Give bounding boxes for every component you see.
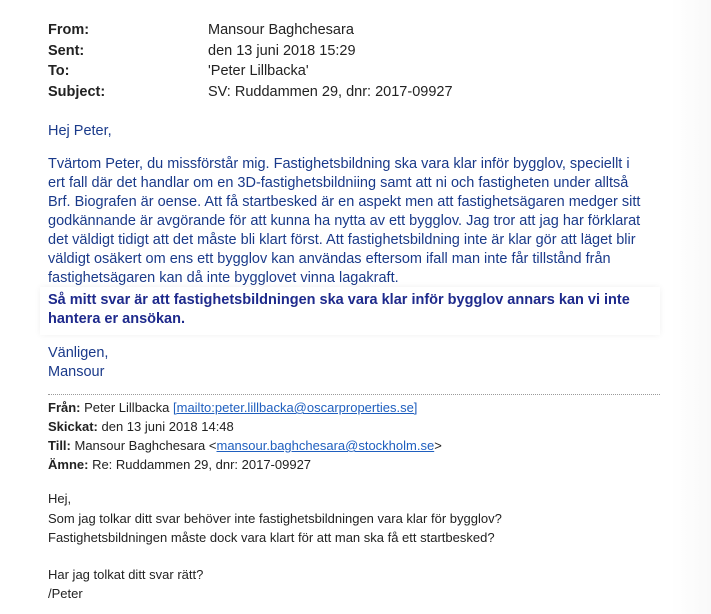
fwd-subject-value: Re: Ruddammen 29, dnr: 2017-09927: [88, 457, 312, 472]
reply-gap: [48, 550, 502, 567]
to-value: 'Peter Lillbacka': [208, 63, 309, 79]
reply-line: Som jag tolkar ditt svar behöver inte fastighetsbildningen vara klar för bygglov?: [48, 510, 502, 526]
fwd-to-row: [48, 438, 442, 457]
separator: [48, 394, 660, 395]
subject-label: Subject:: [48, 83, 106, 100]
fwd-to-close: >: [434, 438, 442, 453]
greeting: Hej Peter,: [48, 123, 112, 139]
from-label: From:: [48, 22, 90, 38]
fwd-subject-row: [48, 457, 442, 476]
fwd-from-row: [48, 400, 442, 419]
body-line: väldigt osäkert om ens ett bygglov kan användas eftersom ifall man inte får tillstånd från: [48, 251, 611, 267]
reply-line: Hej,: [48, 491, 72, 506]
closing: [48, 344, 108, 382]
sent-value: den 13 juni 2018 15:29: [208, 42, 356, 59]
body-line: ert fall där det handlar om en 3D-fastighetsbildniing samt att ni och fastigheten under alltså: [48, 175, 629, 191]
from-value: Mansour Baghchesara: [208, 22, 354, 38]
sent-label: Sent:: [48, 42, 85, 59]
fwd-to-label: Till:: [48, 438, 71, 453]
body-line: fastighetsägaren kan då inte bygglovet vinna lagakraft.: [48, 270, 399, 286]
fwd-sent-row: [48, 419, 442, 438]
reply-line: Har jag tolkat ditt svar rätt?: [48, 566, 204, 582]
emphasis-line: hantera er ansökan.: [48, 311, 185, 327]
fwd-from-label: Från:: [48, 400, 81, 415]
body-line: godkännande är avgörande för att kunna ha nytta av ett bygglov. Jag tror att jag har förklarat: [48, 213, 641, 229]
fwd-sent-label: Skickat:: [48, 419, 98, 434]
closing-line: Vänligen,: [48, 345, 109, 361]
scan-edge-shading: [671, 0, 711, 614]
fwd-to-email-link[interactable]: mansour.baghchesara@stockholm.se: [216, 438, 435, 453]
fwd-sent-value: den 13 juni 2018 14:48: [97, 419, 234, 434]
emphasis-text: [48, 291, 658, 329]
message-body: [48, 155, 648, 288]
emphasis-line: Så mitt svar är att fastighetsbildningen ska vara klar inför bygglov annars kan vi inte: [48, 292, 630, 308]
body-line: Tvärtom Peter, du missförstår mig. Fastighetsbildning ska vara klar inför bygglov, speciellt i: [48, 156, 630, 172]
subject-value: SV: Ruddammen 29, dnr: 2017-09927: [208, 83, 453, 100]
reply-signature: /Peter: [48, 586, 83, 601]
to-label: To:: [48, 63, 70, 79]
signature-name: Mansour: [48, 364, 105, 380]
reply-body: [48, 491, 502, 606]
fwd-from-mailto-link[interactable]: [mailto:peter.lillbacka@oscarproperties.se]: [173, 400, 418, 415]
fwd-to-name: Mansour Baghchesara <: [70, 438, 217, 453]
fwd-subject-label: Ämne:: [48, 457, 89, 472]
reply-line: Fastighetsbildningen måste dock vara klart för att man ska få ett startbesked?: [48, 530, 495, 545]
forwarded-header: [48, 400, 442, 476]
body-line: det väldigt tidigt att det måste bli klart först. Att fastighetsbildning inte är klar gör att läget blir: [48, 232, 636, 248]
fwd-from-name: Peter Lillbacka: [80, 400, 173, 415]
body-line: Brf. Biografen är oense. Att få startbesked är en aspekt men att fastighetsägaren medger sitt: [48, 194, 641, 210]
